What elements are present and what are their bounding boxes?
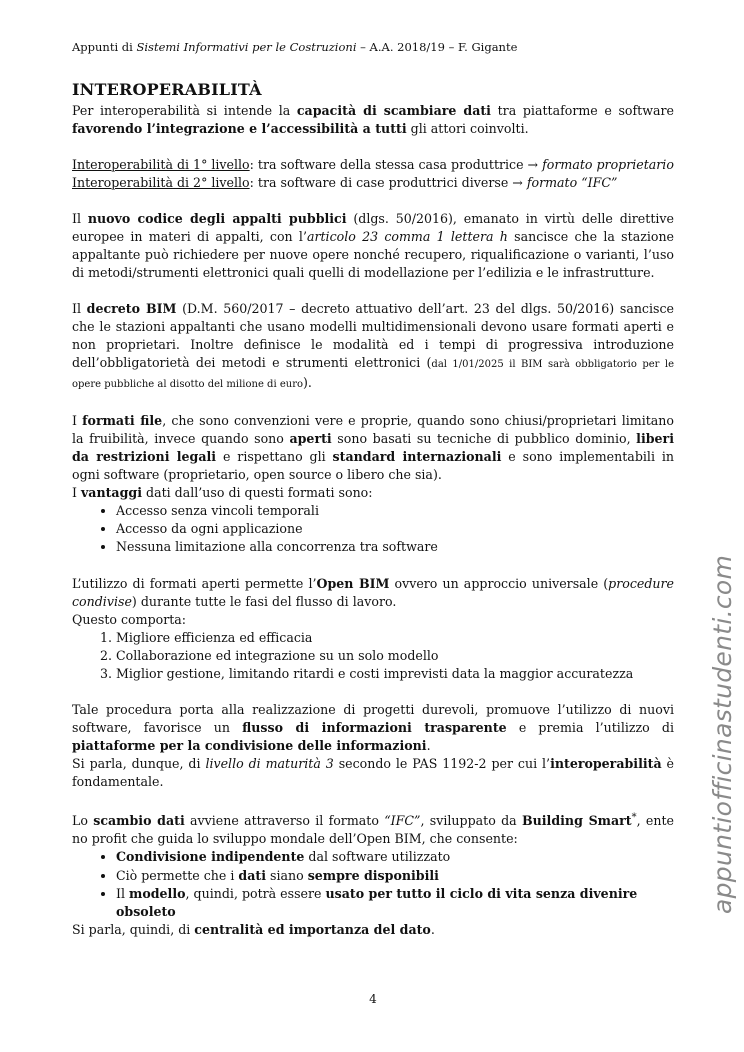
level-1-line: Interoperabilità di 1° livello: tra software della stessa casa produttrice → formato proprietario bbox=[72, 157, 674, 172]
vantaggi-list bbox=[72, 502, 674, 557]
list-item: 1. Migliore efficienza ed efficacia bbox=[116, 629, 674, 647]
running-header: Appunti di Sistemi Informativi per le Costruzioni – A.A. 2018/19 – F. Gigante bbox=[72, 40, 518, 54]
scambio-paragraph: Lo scambio dati avviene attraverso il formato “IFC”, sviluppato da Building Smart*, ente no profit che guida lo sviluppo mondale dell’Open BIM, che consente: bbox=[72, 812, 674, 847]
site-watermark bbox=[706, 530, 736, 920]
section-title: INTEROPERABILITÀ bbox=[72, 80, 262, 99]
closing-paragraph: Si parla, quindi, di centralità ed importanza del dato. bbox=[72, 922, 435, 938]
list-item: • Accesso da ogni applicazione bbox=[116, 520, 674, 538]
page-number: 4 bbox=[369, 992, 377, 1006]
section-body bbox=[72, 102, 674, 939]
procedura-paragraph: Tale procedura porta alla realizzazione di progetti durevoli, promuove l’utilizzo di nuovi software, favorisce un flusso di informazioni trasparente e premia l’utilizzo di piattaforme per la condivisione delle informazioni. bbox=[72, 702, 674, 754]
list-item: • Condivisione indipendente dal software utilizzato bbox=[116, 848, 674, 866]
list-item: 2. Collaborazione ed integrazione su un solo modello bbox=[116, 647, 674, 665]
decreto-paragraph: Il decreto BIM (D.M. 560/2017 – decreto attuativo dell’art. 23 del dlgs. 50/2016) sancisce che le stazioni appaltanti che usano modelli multidimensionali devono usare formati aperti e non proprietari. Inoltre definisce le modalità ed i tempi di progressiva introduzione dell’obbligatorietà dei metodi e strumenti elettronici (dal 1/01/2025 il BIM sarà obbligatorio per le opere pubbliche al disotto del milione di euro). bbox=[72, 301, 674, 390]
scambio-list bbox=[72, 848, 674, 921]
list-item: • Ciò permette che i dati siano sempre disponibili bbox=[116, 867, 674, 885]
watermark-text: appuntiofficinastudenti.com bbox=[708, 554, 737, 914]
list-item: • Accesso senza vincoli temporali bbox=[116, 502, 674, 520]
formati-paragraph: I formati file, che sono convenzioni vere e proprie, quando sono chiusi/proprietari limitano la fruibilità, invece quando sono aperti sono basati su tecniche di pubblico dominio, liberi da restrizioni legali e rispettano gli standard internazionali e sono implementabili in ogni software (proprietario, open source o libero che sia). bbox=[72, 413, 675, 482]
openbim-list bbox=[72, 629, 674, 684]
vantaggi-intro: I vantaggi dati dall’uso di questi formati sono: bbox=[72, 485, 373, 500]
list-item: 3. Miglior gestione, limitando ritardi e costi imprevisti data la maggior accuratezza bbox=[116, 665, 674, 683]
openbim-paragraph: L’utilizzo di formati aperti permette l’Open BIM ovvero un approccio universale (procedure condivise) durante tutte le fasi del flusso di lavoro. bbox=[72, 575, 674, 609]
list-item: • Il modello, quindi, potrà essere usato per tutto il ciclo di vita senza divenire obsoleto bbox=[116, 885, 674, 921]
list-item: • Nessuna limitazione alla concorrenza tra software bbox=[116, 538, 674, 556]
maturita-paragraph: Si parla, dunque, di livello di maturità 3 secondo le PAS 1192-2 per cui l’interoperabilità è fondamentale. bbox=[72, 756, 674, 790]
level-2-line: Interoperabilità di 2° livello: tra software di case produttrici diverse → formato “IFC” bbox=[72, 175, 618, 190]
openbim-intro: Questo comporta: bbox=[72, 611, 187, 627]
codice-paragraph: Il nuovo codice degli appalti pubblici (dlgs. 50/2016), emanato in virtù delle direttive europee in materi di appalti, con l’articolo 23 comma 1 lettera h sancisce che la stazione appaltante può richiedere per nuove opere nonché recupero, riqualificazione o varianti, l’uso di metodi/strumenti elettronici quali quelli di modellazione per l’edilizia e le infrastrutture. bbox=[72, 211, 675, 280]
intro-paragraph: Per interoperabilità si intende la capacità di scambiare dati tra piattaforme e software favorendo l’integrazione e l’accessibilità a tutti gli attori coinvolti. bbox=[72, 103, 674, 136]
